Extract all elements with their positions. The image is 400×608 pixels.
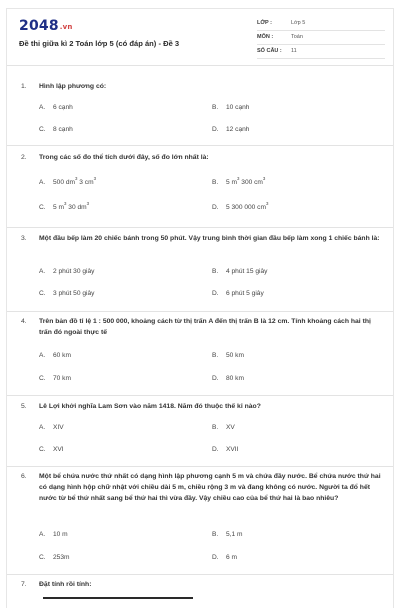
option-label: B.: [212, 424, 219, 431]
site-logo[interactable]: [19, 18, 73, 34]
option-text: 6 m: [226, 554, 237, 561]
option-text: 5,1 m: [226, 531, 243, 538]
superscript: 3: [75, 176, 78, 181]
option-4c[interactable]: [39, 375, 71, 382]
question-6: [21, 471, 381, 504]
question-number: 1.: [21, 83, 27, 90]
question-text: Đặt tính rồi tính:: [39, 581, 92, 588]
option-4d[interactable]: [212, 375, 244, 382]
option-label: C.: [39, 554, 46, 561]
option-label: D.: [212, 554, 219, 561]
option-text: 80 km: [226, 375, 244, 382]
option-label: B.: [212, 268, 219, 275]
option-label: A.: [39, 104, 46, 111]
option-label: B.: [212, 531, 219, 538]
question-text: Lê Lợi khởi nghĩa Lam Sơn vào năm 1418. Năm đó thuộc thế kỉ nào?: [39, 403, 261, 410]
option-text: 12 cạnh: [226, 126, 250, 133]
option-6c[interactable]: [39, 554, 70, 561]
superscript: 3: [265, 201, 269, 206]
option-text: 5 300 000 cm: [226, 204, 266, 211]
option-label: C.: [39, 290, 46, 297]
exam-meta: [257, 17, 385, 59]
option-label: D.: [212, 446, 219, 453]
superscript: 3: [262, 176, 266, 181]
option-3b[interactable]: [212, 268, 267, 275]
option-2c[interactable]: [39, 201, 90, 211]
option-label: B.: [212, 104, 219, 111]
question-1: [21, 81, 381, 92]
option-1a[interactable]: [39, 104, 73, 111]
option-5c[interactable]: [39, 446, 64, 453]
superscript: 3: [64, 201, 67, 206]
question-text: Trên bản đồ tỉ lệ 1 : 500 000, khoảng cách từ thị trấn A đến thị trấn B là 12 cm. Tính khoảng cách hai thị trấn đó ngoài thực tế: [39, 318, 371, 336]
option-text: 500 dm: [53, 179, 75, 186]
option-text: 5 m: [53, 204, 64, 211]
option-text: 5 m: [226, 179, 237, 186]
exam-page: [6, 8, 394, 608]
option-1d[interactable]: [212, 126, 249, 133]
question-2: [21, 152, 381, 163]
option-text: 2 phút 30 giây: [53, 268, 95, 275]
question-5: [21, 401, 381, 412]
divider: [7, 574, 393, 575]
meta-row-count: [257, 45, 385, 59]
meta-label: LỚP :: [257, 20, 272, 26]
meta-value: 11: [291, 48, 297, 54]
divider: [7, 311, 393, 312]
option-5b[interactable]: [212, 424, 235, 431]
superscript: 3: [93, 176, 97, 181]
meta-row-class: [257, 17, 385, 31]
option-5a[interactable]: [39, 424, 64, 431]
question-number: 6.: [21, 473, 27, 480]
option-label: D.: [212, 375, 219, 382]
option-text: 6 phút 5 giây: [226, 290, 264, 297]
option-6b[interactable]: [212, 531, 243, 538]
logo-text: 2048: [19, 18, 59, 34]
question-text: Trong các số đo thể tích dưới đây, số đo lớn nhất là:: [39, 154, 209, 161]
option-label: C.: [39, 446, 46, 453]
exam-title: Đề thi giữa kì 2 Toán lớp 5 (có đáp án) - Đề 3: [19, 39, 180, 48]
question-number: 2.: [21, 154, 27, 161]
question-number: 3.: [21, 235, 27, 242]
option-2b[interactable]: [212, 176, 266, 186]
question-text: Một đầu bếp làm 20 chiếc bánh trong 50 phút. Vậy trung bình thời gian đầu bếp làm xong 1 chiếc bánh là:: [39, 235, 380, 242]
meta-value: Lớp 5: [291, 20, 306, 26]
option-6d[interactable]: [212, 554, 237, 561]
option-text: 70 km: [53, 375, 71, 382]
meta-row-subject: [257, 31, 385, 45]
option-5d[interactable]: [212, 446, 238, 453]
option-4b[interactable]: [212, 352, 244, 359]
option-text: XVII: [226, 446, 239, 453]
option-3c[interactable]: [39, 290, 94, 297]
option-label: D.: [212, 204, 219, 211]
option-text: 30 dm: [66, 204, 87, 211]
option-6a[interactable]: [39, 531, 68, 538]
option-2d[interactable]: [212, 201, 269, 211]
option-3d[interactable]: [212, 290, 264, 297]
option-label: D.: [212, 290, 219, 297]
option-text: 6 cạnh: [53, 104, 73, 111]
question-text: Hình lập phương có:: [39, 83, 107, 90]
meta-label: MÔN :: [257, 34, 274, 40]
option-text: 50 km: [226, 352, 244, 359]
option-text: 253m: [53, 554, 70, 561]
option-text: 60 km: [53, 352, 71, 359]
option-label: C.: [39, 375, 46, 382]
option-text: 8 cạnh: [53, 126, 73, 133]
option-label: C.: [39, 126, 46, 133]
question-7: [21, 579, 381, 590]
option-text: XV: [226, 424, 235, 431]
divider: [7, 395, 393, 396]
option-text: XVI: [53, 446, 64, 453]
divider: [7, 227, 393, 228]
answer-work-line: [43, 597, 193, 599]
meta-label: SỐ CÂU :: [257, 48, 282, 54]
superscript: 3: [237, 176, 240, 181]
question-text: Một bể chứa nước thứ nhất có dạng hình lập phương cạnh 5 m và chứa đầy nước. Bể chứa nước thứ hai có dạng hình hộp chữ nhật với chiều dài 5 m, chiều rộng 3 m và đang không có nước. Người ta đổ hết nước từ bể thứ nhất sang bể thứ hai thì vừa đầy. Vậy chiều cao của bể thứ hai là bao nhiêu?: [39, 473, 381, 502]
option-text: 300 cm: [239, 179, 263, 186]
question-4: [21, 316, 381, 338]
option-label: B.: [212, 352, 219, 359]
option-text: 3 cm: [77, 179, 94, 186]
option-text: 10 m: [53, 531, 68, 538]
option-label: A.: [39, 424, 46, 431]
option-label: A.: [39, 268, 46, 275]
option-label: A.: [39, 179, 46, 186]
question-number: 4.: [21, 318, 27, 325]
option-text: 3 phút 50 giây: [53, 290, 95, 297]
logo-suffix: .vn: [59, 23, 73, 31]
page-header: [7, 9, 393, 66]
option-label: C.: [39, 204, 46, 211]
question-number: 7.: [21, 581, 27, 588]
option-label: A.: [39, 352, 46, 359]
option-label: D.: [212, 126, 219, 133]
divider: [7, 466, 393, 467]
option-text: 4 phút 15 giây: [226, 268, 268, 275]
option-text: XIV: [53, 424, 64, 431]
option-1c[interactable]: [39, 126, 73, 133]
superscript: 3: [86, 201, 90, 206]
option-1b[interactable]: [212, 104, 249, 111]
option-label: B.: [212, 179, 219, 186]
option-3a[interactable]: [39, 268, 94, 275]
meta-value: Toán: [291, 34, 303, 40]
divider: [7, 145, 393, 146]
option-text: 10 cạnh: [226, 104, 250, 111]
option-2a[interactable]: [39, 176, 97, 186]
option-4a[interactable]: [39, 352, 71, 359]
question-3: [21, 233, 381, 244]
option-label: A.: [39, 531, 46, 538]
question-number: 5.: [21, 403, 27, 410]
